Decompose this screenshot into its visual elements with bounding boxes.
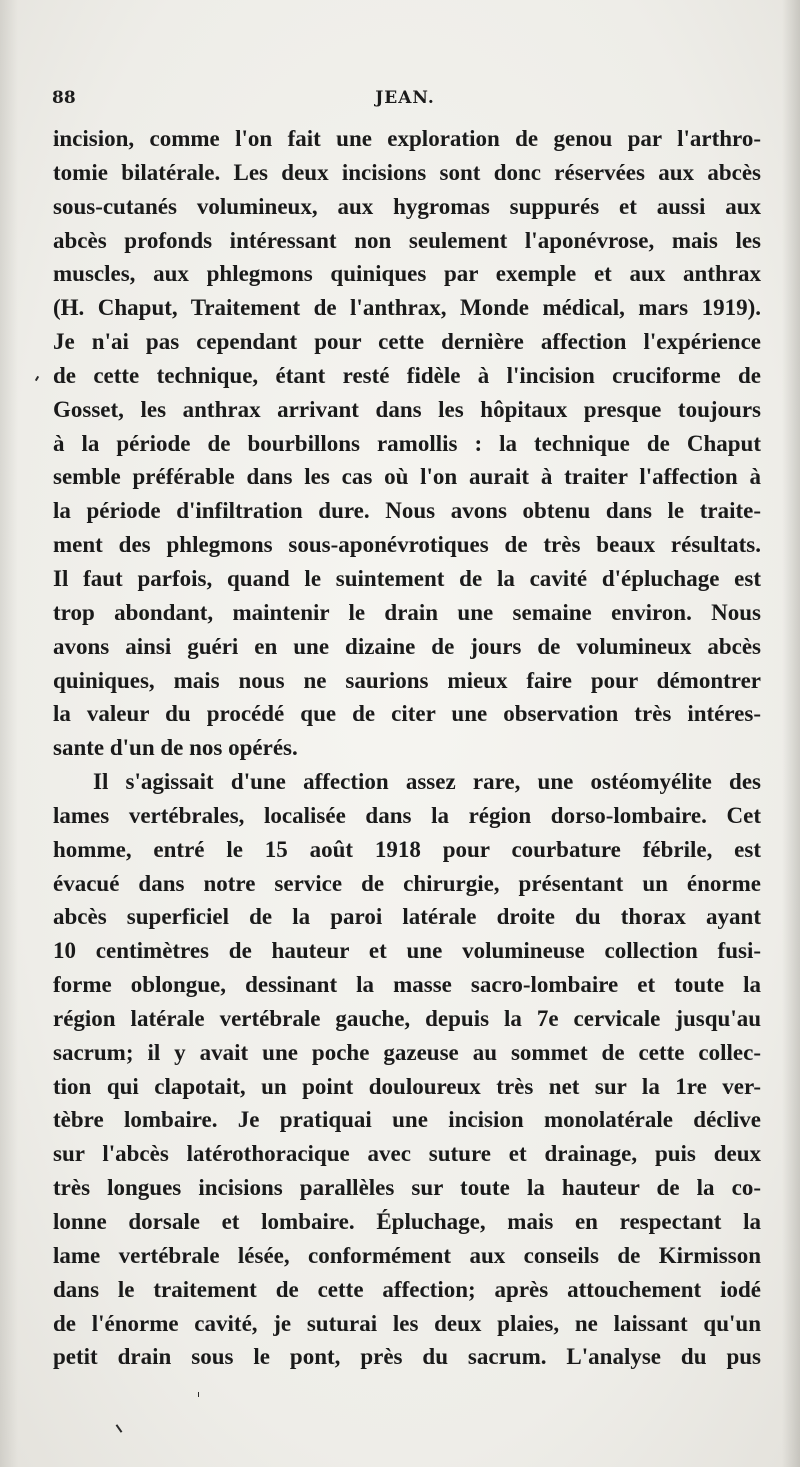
text-line: lonne dorsale et lombaire. Épluchage, mais en respectant la bbox=[53, 1209, 761, 1234]
text-line: forme oblongue, dessinant la masse sacro-lombaire et toute la bbox=[53, 972, 761, 998]
ink-speck bbox=[198, 1392, 199, 1397]
text-line: tomie bilatérale. Les deux incisions sont donc réservées aux abcès bbox=[53, 159, 761, 185]
text-line: tion qui clapotait, un point douloureux très net sur la 1re ver- bbox=[53, 1073, 761, 1099]
text-line: tèbre lombaire. Je pratiquai une incision monolatérale déclive bbox=[53, 1107, 761, 1133]
text-line: 10 centimètres de hauteur et une volumineuse collection fusi- bbox=[53, 938, 761, 964]
text-line: à la période de bourbillons ramollis : la technique de Chaput bbox=[53, 430, 761, 456]
page-right-edge bbox=[782, 0, 800, 1467]
text-line: de cette technique, étant resté fidèle à l'incision cruciforme de bbox=[53, 362, 761, 388]
text-line: trop abondant, maintenir le drain une semaine environ. Nous bbox=[53, 599, 761, 625]
text-line: région latérale vertébrale gauche, depuis la 7e cervicale jusqu'au bbox=[53, 1005, 761, 1031]
text-line: lames vertébrales, localisée dans la région dorso-lombaire. Cet bbox=[53, 802, 761, 828]
text-line: semble préférable dans les cas où l'on aurait à traiter l'affection à bbox=[53, 464, 761, 490]
text-line: Il faut parfois, quand le suintement de la cavité d'épluchage est bbox=[53, 565, 761, 591]
text-line: lame vertébrale lésée, conformément aux conseils de Kirmisson bbox=[53, 1242, 761, 1268]
text-line: évacué dans notre service de chirurgie, présentant un énorme bbox=[53, 870, 761, 896]
text-line: Gosset, les anthrax arrivant dans les hôpitaux presque toujours bbox=[53, 396, 761, 422]
text-line: avons ainsi guéri en une dizaine de jours de volumineux abcès bbox=[53, 633, 761, 659]
text-line: abcès superficiel de la paroi latérale droite du thorax ayant bbox=[53, 904, 761, 930]
text-line: incision, comme l'on fait une exploration de genou par l'arthro- bbox=[53, 126, 761, 151]
text-line: de l'énorme cavité, je suturai les deux plaies, ne laissant qu'un bbox=[53, 1310, 761, 1336]
text-line: quiniques, mais nous ne saurions mieux faire pour démontrer bbox=[53, 667, 761, 693]
text-line: très longues incisions parallèles sur toute la hauteur de la co- bbox=[53, 1175, 761, 1201]
page-number: 88 bbox=[52, 88, 76, 108]
text-line: la valeur du procédé que de citer une observation très intéres- bbox=[53, 701, 761, 727]
text-line: petit drain sous le pont, près du sacrum. L'analyse du pus bbox=[53, 1344, 761, 1370]
running-title: JEAN. bbox=[375, 88, 435, 108]
text-line: dans le traitement de cette affection; après attouchement iodé bbox=[53, 1276, 761, 1302]
text-line: muscles, aux phlegmons quiniques par exemple et aux anthrax bbox=[53, 261, 761, 287]
text-line: ment des phlegmons sous-aponévrotiques de très beaux résultats. bbox=[53, 532, 761, 558]
body-text bbox=[53, 122, 761, 1374]
text-line: sacrum; il y avait une poche gazeuse au sommet de cette collec- bbox=[53, 1039, 761, 1065]
running-head bbox=[52, 88, 758, 114]
text-line: abcès profonds intéressant non seulement l'aponévrose, mais les bbox=[53, 227, 761, 253]
text-line: homme, entré le 15 août 1918 pour courbature fébrile, est bbox=[53, 836, 761, 862]
paragraph-last-line: sante d'un de nos opérés. bbox=[53, 735, 298, 761]
paragraph-first-line: Il s'agissait d'une affection assez rare, une ostéomyélite des bbox=[93, 769, 761, 795]
text-line: la période d'infiltration dure. Nous avons obtenu dans le traite- bbox=[53, 498, 761, 524]
text-line: sur l'abcès latérothoracique avec suture et drainage, puis deux bbox=[53, 1141, 761, 1167]
text-line: Je n'ai pas cependant pour cette dernière affection l'expérience bbox=[53, 329, 761, 355]
text-line: sous-cutanés volumineux, aux hygromas suppurés et aussi aux bbox=[53, 193, 761, 219]
ink-speck bbox=[35, 376, 39, 381]
page-left-edge bbox=[0, 0, 18, 1467]
text-line: (H. Chaput, Traitement de l'anthrax, Monde médical, mars 1919). bbox=[53, 295, 761, 321]
ink-speck bbox=[116, 1424, 123, 1433]
